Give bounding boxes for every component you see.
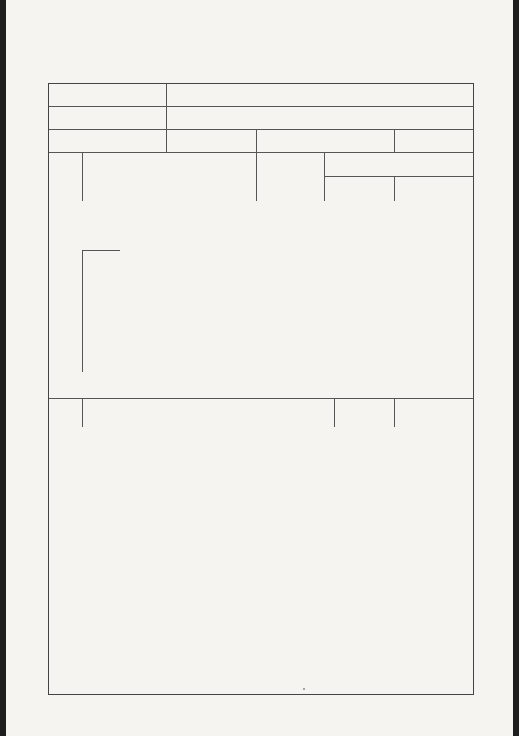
- state-land-header: [324, 176, 394, 201]
- area-value: [166, 129, 256, 152]
- parcel-name-header: [82, 398, 334, 427]
- parcel-use-header: [394, 398, 474, 427]
- parcels-side-label: [48, 398, 82, 695]
- qizhong-header: [324, 152, 474, 176]
- category-header: [82, 152, 256, 201]
- new-construction-label: [256, 129, 394, 152]
- project-name-value: [166, 106, 474, 129]
- total-header: [256, 152, 324, 201]
- collective-land-header: [394, 176, 474, 201]
- document-page: [6, 0, 513, 736]
- qizhong-label: [82, 250, 120, 372]
- new-construction-value: [394, 129, 474, 152]
- applicant-label: [48, 83, 166, 106]
- land-use-table: [48, 83, 474, 695]
- project-name-label: [48, 106, 166, 129]
- area-label: [48, 129, 166, 152]
- scan-speck: [303, 688, 305, 690]
- scan-edge-right: [513, 0, 519, 736]
- parcel-area-header: [334, 398, 394, 427]
- land-status-side-label: [48, 152, 82, 398]
- applicant-value: [166, 83, 474, 106]
